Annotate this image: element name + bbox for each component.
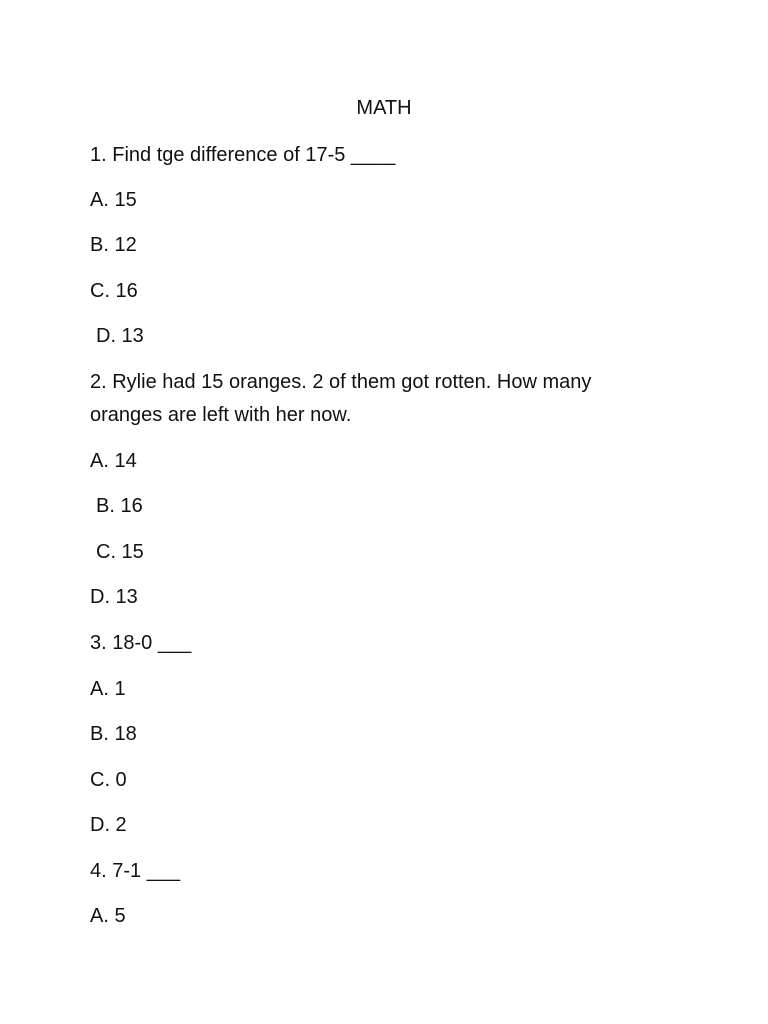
question-3-option-a: A. 1 xyxy=(90,678,126,700)
question-1-option-c: C. 16 xyxy=(90,280,138,302)
question-4: 4. 7-1 ___ xyxy=(90,860,181,882)
question-2-option-c: C. 15 xyxy=(96,541,144,563)
question-1-option-d: D. 13 xyxy=(96,325,144,347)
question-3: 3. 18-0 ___ xyxy=(90,632,192,654)
question-3-option-c: C. 0 xyxy=(90,769,127,791)
question-4-option-a: A. 5 xyxy=(90,905,126,927)
question-2-option-b: B. 16 xyxy=(96,495,143,517)
question-2-option-d: D. 13 xyxy=(90,586,138,608)
question-1-option-b: B. 12 xyxy=(90,234,137,256)
question-3-option-b: B. 18 xyxy=(90,723,137,745)
page-title: MATH xyxy=(356,97,412,119)
question-2: 2. Rylie had 15 oranges. 2 of them got rotten. How many oranges are left with her now. xyxy=(90,371,592,426)
question-2-option-a: A. 14 xyxy=(90,450,137,472)
question-1: 1. Find tge difference of 17-5 ____ xyxy=(90,144,396,166)
question-1-option-a: A. 15 xyxy=(90,189,137,211)
question-3-option-d: D. 2 xyxy=(90,814,127,836)
